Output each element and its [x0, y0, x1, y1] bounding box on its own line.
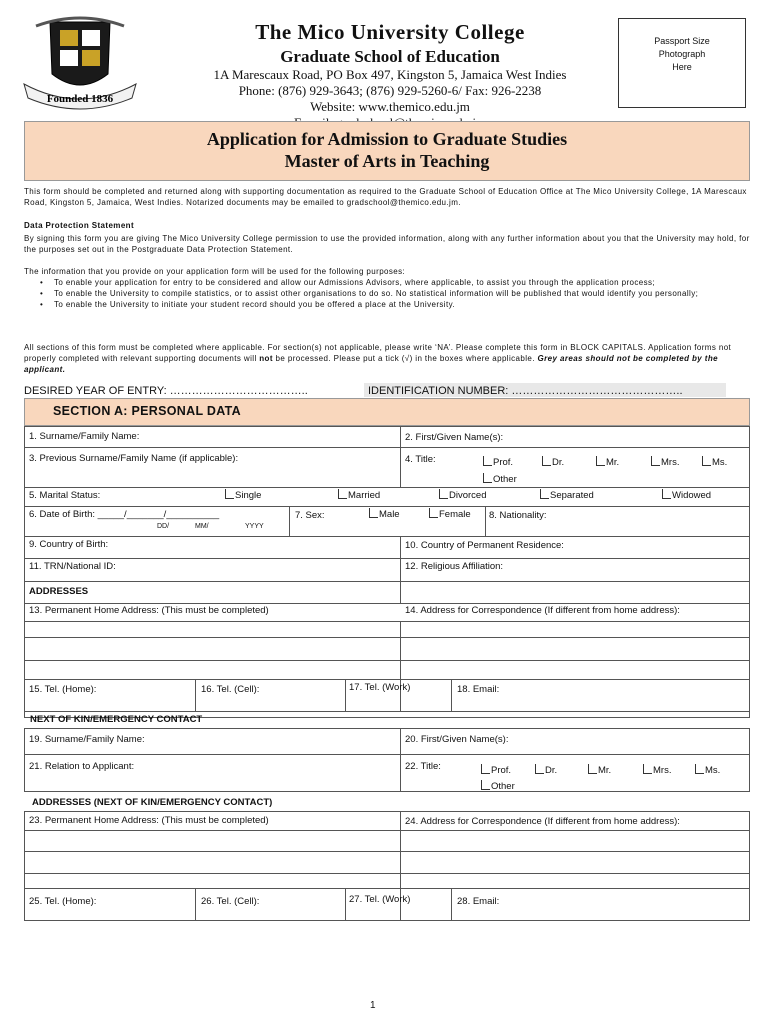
previous-surname-label: 3. Previous Surname/Family Name (if applicable):: [29, 453, 239, 464]
marital-widowed[interactable]: [662, 489, 711, 501]
checkbox-other[interactable]: [483, 473, 492, 483]
title-mr[interactable]: [596, 456, 619, 468]
checkbox-mrs[interactable]: [651, 456, 660, 466]
header-block: [150, 20, 630, 131]
title-other-label: Other: [493, 474, 517, 485]
checkbox-married[interactable]: [338, 489, 347, 499]
nationality-label: 8. Nationality:: [489, 510, 547, 521]
nok-home-address-label: 23. Permanent Home Address: (This must be completed): [29, 815, 269, 826]
nok-correspondence-label: 24. Address for Correspondence (If different from home address):: [405, 816, 680, 827]
nok-title-ms[interactable]: [695, 764, 720, 776]
trn-label: 11. TRN/National ID:: [29, 561, 116, 572]
nok-address-table: [24, 811, 750, 921]
marital-single[interactable]: [225, 489, 261, 501]
instructions-text-2: be processed. Please put a tick (√) in the boxes where applicable.: [272, 354, 538, 363]
tel-cell-label: 16. Tel. (Cell):: [201, 684, 260, 695]
tel-work-label: 17. Tel. (Work): [349, 682, 411, 693]
title-mrs[interactable]: [651, 456, 679, 468]
checkbox-ms[interactable]: [702, 456, 711, 466]
nok-title-ms-label: Ms.: [705, 765, 721, 776]
identification-number: IDENTIFICATION NUMBER: ………………………………………..: [368, 385, 683, 397]
nok-title-mr-label: Mr.: [598, 765, 612, 776]
school-name: Graduate School of Education: [280, 47, 500, 66]
checkbox-single[interactable]: [225, 489, 234, 499]
nok-email-label: 28. Email:: [457, 896, 500, 907]
nok-title-dr[interactable]: [535, 764, 557, 776]
data-protection-title: Data Protection Statement: [24, 221, 135, 230]
sex-male-label: Male: [379, 509, 400, 520]
nok-first-name-label: 20. First/Given Name(s):: [405, 734, 509, 745]
checkbox-widowed[interactable]: [662, 489, 671, 499]
marital-married[interactable]: [338, 489, 380, 501]
passport-label-2: Photograph: [658, 49, 706, 59]
college-name: The Mico University College: [255, 20, 525, 44]
title-mr-label: Mr.: [606, 457, 620, 468]
title-ms-label: Ms.: [712, 457, 728, 468]
marital-married-label: Married: [348, 490, 381, 501]
title-prof-label: Prof.: [493, 457, 514, 468]
marital-separated-label: Separated: [550, 490, 594, 501]
nok-title-other[interactable]: [481, 780, 515, 792]
personal-data-table: [24, 426, 750, 718]
data-protection-text: By signing this form you are giving The Mico University College permission to use the provided information, along with any further information about you that the University may hold, for the purposes set out in the Postgraduate Data Protection Statement.: [24, 234, 750, 254]
title-prof[interactable]: [483, 456, 513, 468]
passport-photo-box[interactable]: [618, 18, 746, 108]
nok-title-prof-label: Prof.: [491, 765, 512, 776]
next-of-kin-table: [24, 728, 750, 792]
marital-separated[interactable]: [540, 489, 594, 501]
purpose-item: • To enable your application for entry to be considered and allow our Admissions Advisors, where applicable, to assist you through the application process;: [24, 277, 750, 288]
checkbox-male[interactable]: [369, 508, 378, 518]
dob-dd: DD/: [157, 523, 170, 530]
title-dr-label: Dr.: [552, 457, 565, 468]
desired-year-field[interactable]: DESIRED YEAR OF ENTRY: ………………………………..: [24, 385, 308, 397]
relation-label: 21. Relation to Applicant:: [29, 761, 135, 772]
first-name-label: 2. First/Given Name(s):: [405, 432, 504, 443]
address-line: 1A Marescaux Road, PO Box 497, Kingston 5, Jamaica West Indies: [213, 67, 567, 82]
nok-title-mrs[interactable]: [643, 764, 671, 776]
checkbox-female[interactable]: [429, 508, 438, 518]
grey-note: Grey areas should not be completed by the applicant.: [24, 354, 718, 374]
not-word: not: [259, 354, 273, 363]
nok-title-other-label: Other: [491, 781, 515, 792]
checkbox-separated[interactable]: [540, 489, 549, 499]
checkbox-nok-other[interactable]: [481, 780, 490, 790]
dob-mm: MM/: [195, 523, 209, 530]
title-label: 4. Title:: [405, 454, 436, 465]
nok-title-dr-label: Dr.: [545, 765, 558, 776]
marital-single-label: Single: [235, 490, 262, 501]
website-line: Website: www.themico.edu.jm: [310, 99, 470, 114]
checkbox-prof[interactable]: [483, 456, 492, 466]
checkbox-divorced[interactable]: [439, 489, 448, 499]
checkbox-mr[interactable]: [596, 456, 605, 466]
title-other[interactable]: [483, 473, 517, 485]
marital-divorced-label: Divorced: [449, 490, 487, 501]
religion-label: 12. Religious Affiliation:: [405, 561, 504, 572]
email-label: 18. Email:: [457, 684, 500, 695]
instructions: [24, 342, 750, 375]
checkbox-nok-mrs[interactable]: [643, 764, 652, 774]
sex-male[interactable]: [369, 508, 400, 520]
tel-home-label: 15. Tel. (Home):: [29, 684, 97, 695]
country-birth-label: 9. Country of Birth:: [29, 539, 109, 550]
country-residence-label: 10. Country of Permanent Residence:: [405, 540, 564, 551]
next-of-kin-heading: NEXT OF KIN/EMERGENCY CONTACT: [30, 714, 203, 725]
page-number: 1: [370, 1000, 376, 1011]
section-a-header: SECTION A: PERSONAL DATA: [24, 398, 750, 426]
correspondence-address-label: 14. Address for Correspondence (If different from home address):: [405, 605, 680, 616]
title-banner: [24, 121, 750, 181]
dob-label[interactable]: 6. Date of Birth: _____/_______/__________: [29, 509, 220, 520]
checkbox-nok-mr[interactable]: [588, 764, 597, 774]
marital-divorced[interactable]: [439, 489, 487, 501]
nok-title-mr[interactable]: [588, 764, 611, 776]
intro-paragraph: This form should be completed and returned along with supporting documentation as required to the Graduate School of Education Office at The Mico University College, 1A Marescaux Road, Kingston 5, Jamaica, West Indies. Notarized documents may be emailed to gradschool@themico.edu.jm.: [24, 187, 747, 207]
dob-yyyy: YYYY: [245, 523, 264, 530]
nok-title-mrs-label: Mrs.: [653, 765, 672, 776]
college-crest: [20, 14, 140, 114]
checkbox-nok-ms[interactable]: [695, 764, 704, 774]
nok-tel-work-label: 27. Tel. (Work): [349, 894, 411, 905]
purposes-list: [24, 277, 750, 310]
phone-line: Phone: (876) 929-3643; (876) 929-5260-6/ Fax: 926-2238: [238, 83, 542, 98]
home-address-label: 13. Permanent Home Address: (This must be completed): [29, 605, 269, 616]
marital-widowed-label: Widowed: [672, 490, 712, 501]
addresses-heading: ADDRESSES: [29, 586, 89, 597]
nok-tel-home-label: 25. Tel. (Home):: [29, 896, 97, 907]
nok-addresses-heading: ADDRESSES (NEXT OF KIN/EMERGENCY CONTACT): [32, 797, 273, 808]
passport-label-1: Passport Size: [654, 36, 710, 46]
surname-label: 1. Surname/Family Name:: [29, 431, 140, 442]
checkbox-dr[interactable]: [542, 456, 551, 466]
checkbox-nok-dr[interactable]: [535, 764, 544, 774]
instructions-text: All sections of this form must be completed where applicable. For section(s) not applicable, please write ‘NA’. Please complete this form in BLOCK CAPITALS. Application forms not properly completed with relevant supporting documents will: [24, 343, 732, 363]
nok-surname-label: 19. Surname/Family Name:: [29, 734, 145, 745]
form-subtitle: Master of Arts in Teaching: [284, 151, 490, 171]
title-mrs-label: Mrs.: [661, 457, 680, 468]
nok-title-prof[interactable]: [481, 764, 511, 776]
passport-label-3: Here: [672, 62, 692, 72]
sex-female-label: Female: [439, 509, 471, 520]
checkbox-nok-prof[interactable]: [481, 764, 490, 774]
form-title: Application for Admission to Graduate Studies: [206, 129, 568, 149]
nok-title-label: 22. Title:: [405, 761, 441, 772]
title-ms[interactable]: [702, 456, 727, 468]
crest-motto: Founded 1836: [46, 93, 114, 105]
marital-label: 5. Marital Status:: [29, 490, 101, 501]
purpose-item: • To enable the University to compile statistics, or to assist other organisations to do so. No statistical information will be published that would identify you personally;: [24, 288, 750, 299]
purposes-intro: The information that you provide on your application form will be used for the following purposes:: [24, 267, 406, 276]
sex-label: 7. Sex:: [295, 510, 325, 521]
title-dr[interactable]: [542, 456, 564, 468]
purpose-item: • To enable the University to initiate your student record should you be offered a place at the University.: [24, 299, 750, 310]
nok-tel-cell-label: 26. Tel. (Cell):: [201, 896, 260, 907]
sex-female[interactable]: [429, 508, 471, 520]
